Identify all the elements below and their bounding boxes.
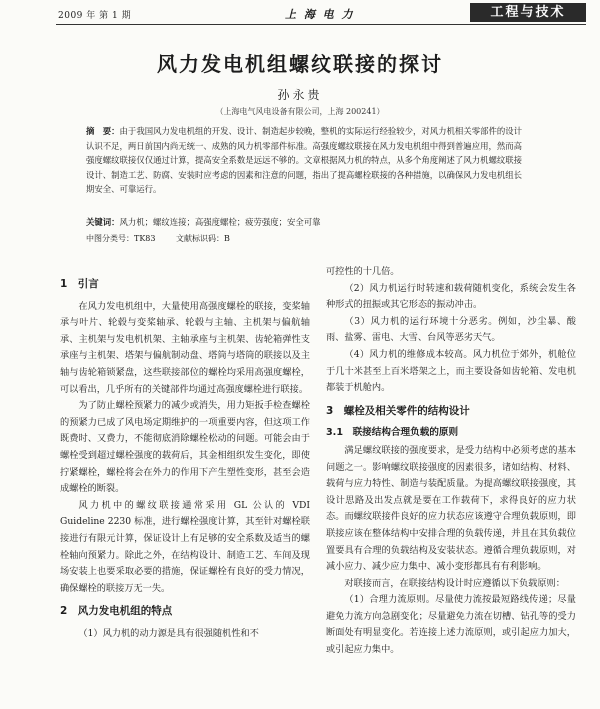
abstract-label: 摘 要： xyxy=(86,126,120,136)
paragraph: （4）风力机的维修成本较高。风力机位于郊外，机舱位于几十米甚至上百米塔架之上，而主要设备如齿轮箱、发电机都装于机舱内。 xyxy=(326,348,576,394)
section-badge: 工程与技术 xyxy=(470,3,586,22)
paragraph: （3）风力机的运行环境十分恶劣。例如，沙尘暴、酸雨、盐雾、雷电、大雪、台风等恶劣天气。 xyxy=(326,315,576,344)
paragraph: （1）合理力流原则。尽量使力流按最短路线传递；尽量避免力流方向急剧变化；尽量避免力流在切槽、钻孔等的受力断面处有明显变化。若连接上述力流原则，或引起应力加大，或引起应力集中。 xyxy=(326,594,576,656)
header-divider xyxy=(56,24,586,25)
section-1-heading: 1 引言 xyxy=(60,278,99,290)
section-2-heading: 2 风力发电机组的特点 xyxy=(60,605,173,618)
document-code: 文献标识码：B xyxy=(176,234,230,243)
affiliation: （上海电气风电设备有限公司，上海 200241） xyxy=(215,107,385,116)
paragraph: 在风力发电机组中，大量使用高强度螺栓的联接，变桨轴承与叶片、轮毂与变桨轴承、轮毂与主轴、主机架与偏航轴承、主机架与发电机机架、主轴承座与主机架、齿轮箱弹性支承座与主机架、塔架与偏航制动盘、塔筒与塔筒的联接以及主轴与齿轮箱锁紧盘，这些联接部位的螺栓均采用高强度螺栓，可以看出，几乎所有的关键部件均通过高强度螺栓进行联接。 xyxy=(60,300,310,395)
paper-title: 风力发电机组螺纹联接的探讨 xyxy=(157,52,443,76)
abstract xyxy=(86,124,522,197)
classification xyxy=(86,233,248,244)
paragraph: 可控性的十几倍。 xyxy=(326,266,400,277)
paragraph: 对联接而言，在联接结构设计时应遵循以下负载原则： xyxy=(344,577,565,589)
keywords xyxy=(86,215,522,229)
right-column xyxy=(326,264,576,659)
paragraph: 满足螺纹联接的强度要求，是受力结构中必须考虑的基本问题之一。影响螺纹联接强度的因素很多，诸如结构、材料、载荷与应力特性、制造与装配质量。为提高螺纹联接强度，其设计思路及出发点就是要在工作载荷下，求得良好的应力状态。而螺纹联接件良好的应力状态应该遵守合理负载原则，即联接应该在整体结构中安排合理的负载传递，并且在其负载位置要具有合理的负载结构及安装状态。遵循合理负载原则，对减小应力、减少应力集中、减小变形都具有有利影响。 xyxy=(326,444,576,573)
keywords-label: 关键词： xyxy=(86,217,120,227)
paragraph: （2）风力机运行时转速和载荷随机变化，系统会发生各种形式的扭振或其它形态的振动冲击。 xyxy=(326,282,576,311)
paragraph: （1）风力机的动力源是具有很强随机性和不 xyxy=(78,627,259,639)
journal-name: 上 海 电 力 xyxy=(285,8,355,21)
clc-number: 中图分类号：TK83 xyxy=(86,234,156,243)
abstract-text: 由于我国风力发电机组的开发、设计、制造起步较晚，整机的实际运行经验较少，对风力机相关零部件的设计认识不足，两日前国内尚无统一、成熟的风力机零部件标准。高强度螺纹联接在风力发电机组中得到普遍应用，然而高强度螺纹联接仅仅通过计算，提高安全系数是远远不够的。文章根据风力机的特点，从多个角度阐述了风力机螺纹联接设计、制造工艺、防腐、安装时应考虑的因素和注意的问题，指出了提高螺栓联接的各种措施，以确保风力发电机组长期安全、可靠运行。 xyxy=(86,126,523,195)
paragraph: 风力机中的螺纹联接通常采用 GL 公认的 VDI Guideline 2230 标准，进行螺栓强度计算，其至针对螺栓联接进行有限元计算，保证设计上有足够的安全系数及适当的螺栓轴向预紧力。除此之外，在结构设计、制造工艺、车间及现场安装上也要采取必要的措施，保证螺栓有良好的受力情况，确保螺栓的联接万无一失。 xyxy=(60,499,310,594)
paragraph: 为了防止螺栓预紧力的减少或消失，用力矩扳手检查螺栓的预紧力已成了风电场定期维护的一项重要内容，但这项工作既费时、又费力，不能彻底消除螺栓松动的问题。可能会由于螺栓受到超过螺栓强度的载荷后，其金相组织发生变化，即使拧紧螺栓，螺栓将会在外力的作用下产生塑性变形，甚至会造成螺栓的断裂。 xyxy=(60,400,310,495)
section-3-heading: 3 螺栓及相关零件的结构设计 xyxy=(326,404,470,417)
issue-label: 2009 年 第 1 期 xyxy=(58,11,132,21)
left-column xyxy=(60,270,310,642)
section-3-1-heading: 3.1 联接结构合理负载的原则 xyxy=(326,427,459,439)
author: 孙永贵 xyxy=(277,88,323,102)
keywords-text: 风力机；螺纹连接；高强度螺栓；疲劳强度；安全可靠 xyxy=(119,217,321,227)
